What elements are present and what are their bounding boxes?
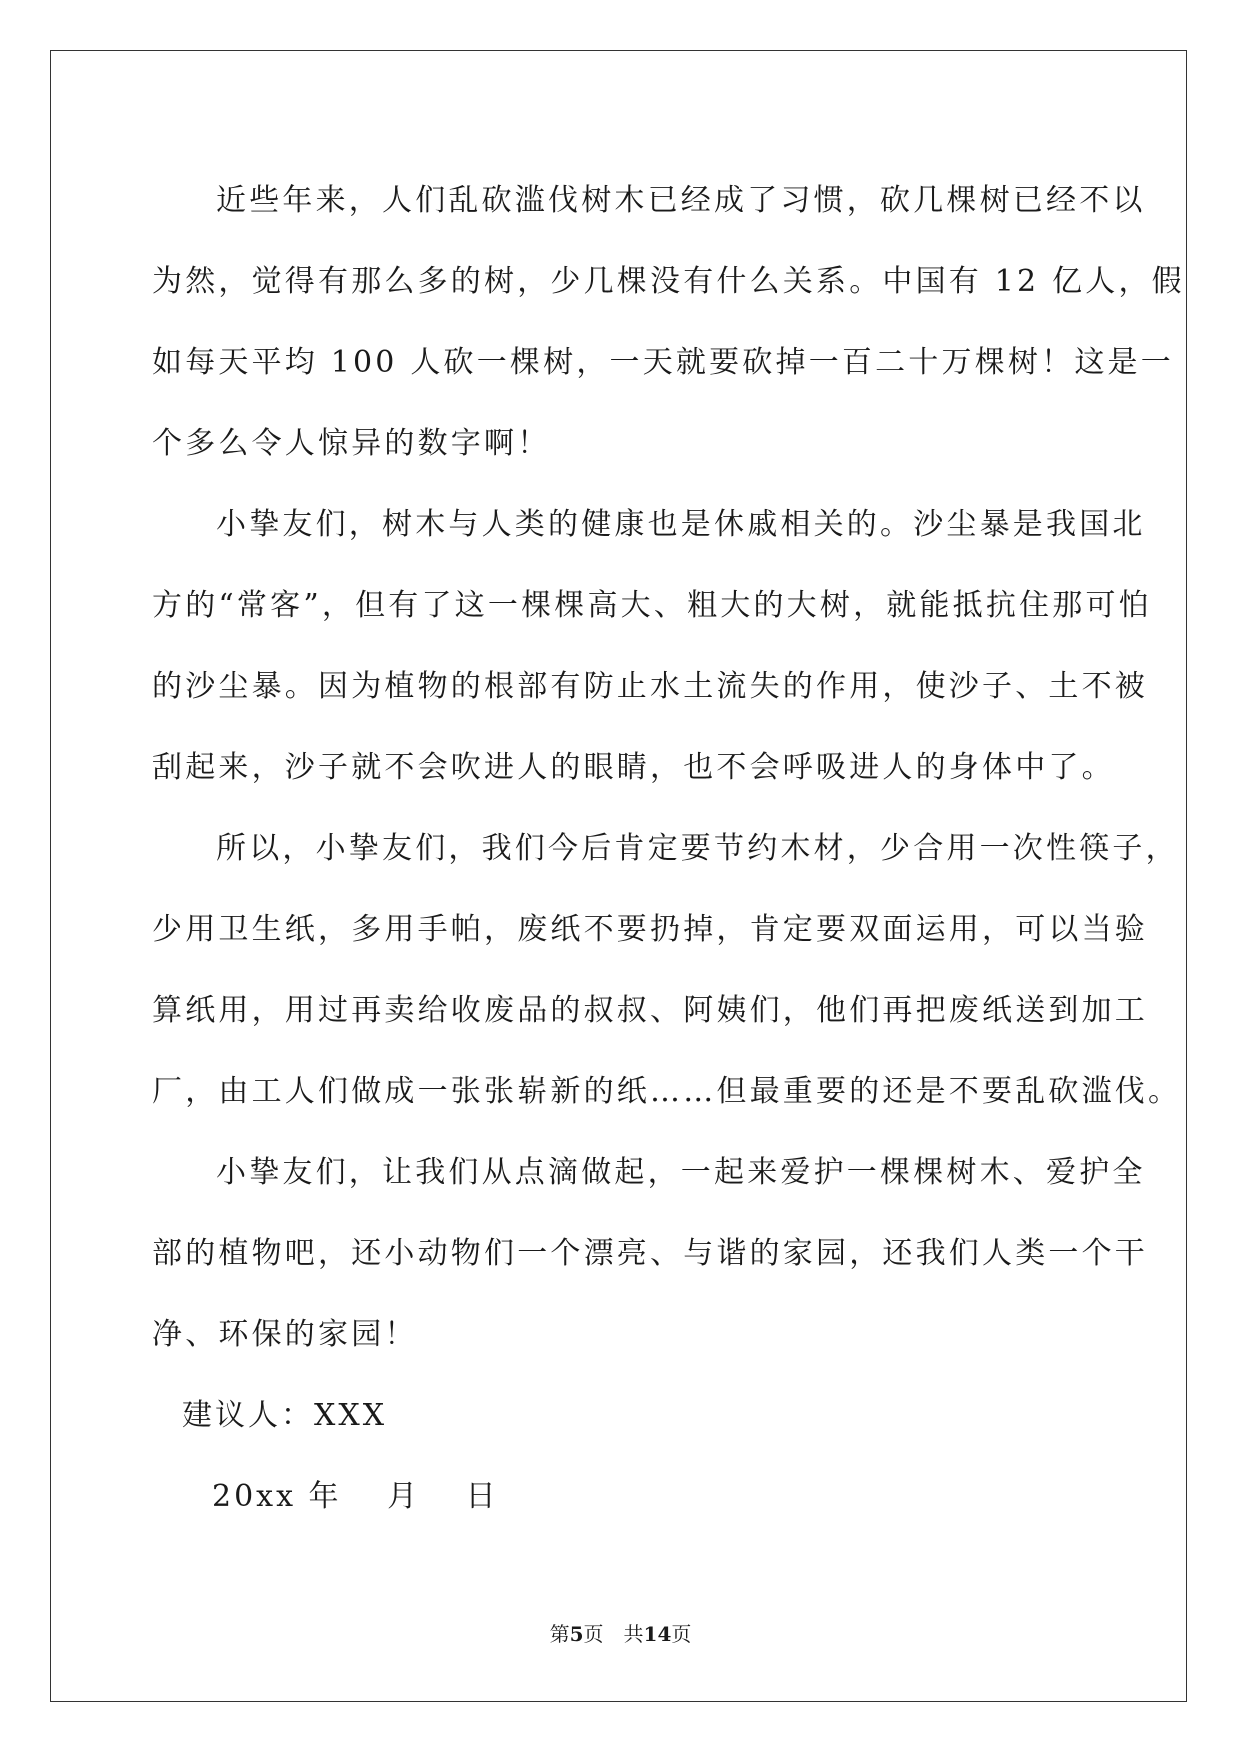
paragraph-3	[152, 808, 1182, 1132]
paragraph-line: 的沙尘暴。因为植物的根部有防止水土流失的作用，使沙子、土不被	[152, 669, 1148, 704]
date-line: 20xx 年 月 日	[212, 1479, 499, 1514]
paragraph-line: 算纸用，用过再卖给收废品的叔叔、阿姨们，他们再把废纸送到加工	[152, 993, 1148, 1028]
paragraph-1	[152, 160, 1185, 484]
footer-middle: 页 共	[583, 1622, 644, 1646]
paragraph-line: 如每天平均 100 人砍一棵树，一天就要砍掉一百二十万棵树！这是一	[152, 345, 1174, 380]
footer-suffix: 页	[671, 1622, 692, 1646]
current-page-number: 5	[569, 1622, 584, 1646]
paragraph-line: 刮起来，沙子就不会吹进人的眼睛，也不会呼吸进人的身体中了。	[152, 750, 1115, 785]
paragraph-line: 方的“常客”，但有了这一棵棵高大、粗大的大树，就能抵抗住那可怕	[152, 588, 1152, 623]
paragraph-line: 个多么令人惊异的数字啊！	[152, 426, 551, 461]
total-page-count: 14	[643, 1622, 672, 1646]
paragraph-line: 厂，由工人们做成一张张崭新的纸……但最重要的还是不要乱砍滥伐。	[152, 1074, 1182, 1109]
paragraph-4	[152, 1132, 1148, 1375]
paragraph-line: 少用卫生纸，多用手帕，废纸不要扔掉，肯定要双面运用，可以当验	[152, 912, 1148, 947]
footer-prefix: 第	[549, 1622, 570, 1646]
signer-line: 建议人：XXX	[182, 1398, 388, 1433]
paragraph-line: 近些年来，人们乱砍滥伐树木已经成了习惯，砍几棵树已经不以	[216, 183, 1146, 218]
paragraph-line: 净、环保的家园！	[152, 1317, 418, 1352]
paragraph-line: 所以，小挚友们，我们今后肯定要节约木材，少合用一次性筷子，	[216, 831, 1179, 866]
page-footer	[0, 1618, 1241, 1647]
paragraph-line: 小挚友们，让我们从点滴做起，一起来爱护一棵棵树木、爱护全	[216, 1155, 1146, 1190]
document-body	[152, 160, 1185, 1537]
paragraph-line: 部的植物吧，还小动物们一个漂亮、与谐的家园，还我们人类一个干	[152, 1236, 1148, 1271]
paragraph-2	[152, 484, 1152, 808]
paragraph-line: 为然，觉得有那么多的树，少几棵没有什么关系。中国有 12 亿人，假	[152, 264, 1185, 299]
paragraph-line: 小挚友们，树木与人类的健康也是休戚相关的。沙尘暴是我国北	[216, 507, 1146, 542]
